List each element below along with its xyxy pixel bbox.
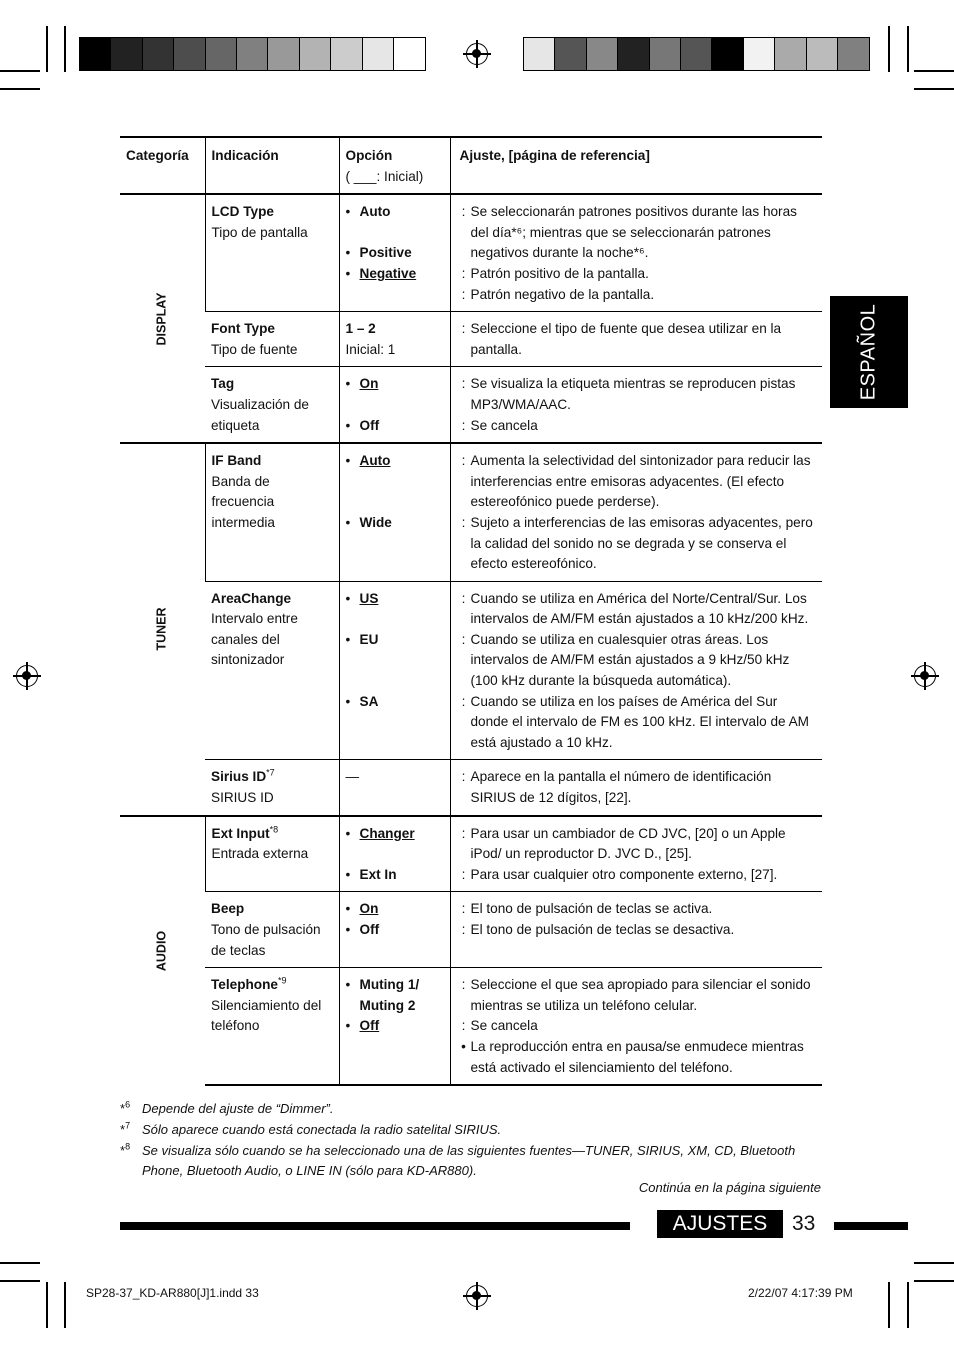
setting-text: Se cancela (470, 1018, 538, 1034)
footnote-text: Se visualiza sólo cuando se ha seleccionado una de las siguientes fuentes—TUNER, SIRIUS, XM, CD, Bluetooth Phone, Bluetooth Audio, o LINE IN (sólo para KD-AR880). (142, 1143, 796, 1178)
category-cell (120, 194, 205, 443)
colon-marker: : (461, 922, 466, 937)
print-date: 2/22/07 4:17:39 PM (748, 1286, 853, 1300)
item-description: Tipo de pantalla (211, 224, 308, 240)
color-swatch (300, 38, 331, 70)
header-category: Categoría (126, 148, 189, 163)
item-description: Banda de frecuencia intermedia (211, 473, 275, 530)
table-row (120, 760, 822, 816)
colon-marker: : (461, 631, 466, 647)
crop-mark (0, 1280, 40, 1282)
setting-cell (450, 581, 822, 760)
bullet-icon: • (345, 1018, 351, 1034)
setting-text: Cuando se utiliza en América del Norte/Central/Sur. Los intervalos de AM/FM están ajustados a 10 kHz/200 kHz. (470, 590, 809, 627)
option-value: Ext In (359, 866, 397, 882)
item-name-text: LCD Type (211, 204, 274, 220)
option-value: Negative (359, 265, 417, 281)
continue-note: Continúa en la página siguiente (638, 1180, 821, 1195)
item-name-text: Tag (211, 376, 235, 392)
table-row (120, 312, 822, 367)
color-swatch (712, 38, 743, 70)
setting-text: Seleccione el tipo de fuente que desea utilizar en la pantalla. (470, 321, 782, 357)
option-value: EU (359, 631, 379, 647)
item-name (211, 589, 334, 610)
registration-mark-icon (914, 665, 936, 687)
setting-text: Patrón positivo de la pantalla. (470, 265, 649, 281)
colon-marker: : (461, 514, 466, 530)
item-name-text: Font Type (211, 321, 275, 337)
bullet-icon: • (345, 825, 351, 841)
option-spacer (346, 223, 445, 244)
header-option (339, 137, 450, 194)
option-value: SA (359, 693, 379, 709)
setting-item (457, 1016, 818, 1037)
setting-cell (450, 312, 822, 367)
setting-cell (450, 194, 822, 311)
color-swatch (143, 38, 174, 70)
bullet-icon: • (345, 631, 351, 647)
option-item (346, 264, 445, 285)
option-range-note: Inicial: 1 (345, 341, 396, 357)
crop-mark (914, 70, 954, 72)
item-description: Tipo de fuente (211, 341, 298, 357)
crop-mark (46, 26, 48, 72)
setting-text: Se visualiza la etiqueta mientras se reproducen pistas MP3/WMA/AAC. (470, 376, 796, 412)
option-item (346, 451, 445, 472)
option-item (346, 824, 445, 845)
table-row (120, 892, 822, 968)
table-row (120, 816, 822, 892)
setting-text: Para usar cualquier otro componente externo, [27]. (470, 866, 778, 882)
crop-mark (0, 1262, 40, 1264)
option-value: Wide (359, 514, 392, 530)
setting-item (457, 824, 818, 865)
indication-cell (205, 194, 339, 311)
color-swatch (744, 38, 775, 70)
option-value: On (359, 376, 379, 392)
color-swatch (587, 38, 618, 70)
crop-mark (46, 1282, 48, 1328)
bullet-icon: • (345, 376, 351, 392)
crop-mark (888, 26, 890, 72)
setting-item (457, 451, 818, 513)
footnote-mark: *$^6$ (120, 1099, 131, 1116)
table-row (120, 367, 822, 443)
color-swatch (80, 38, 111, 70)
option-item (346, 630, 445, 651)
footnote (120, 1099, 822, 1119)
bullet-icon: • (345, 204, 351, 220)
indication-cell (205, 760, 339, 816)
colon-marker: : (461, 453, 466, 469)
option-value: Auto (359, 453, 391, 469)
item-name (211, 767, 334, 788)
item-name-text: Ext Input (211, 825, 270, 841)
option-value: Muting 1/ Muting 2 (359, 977, 420, 1013)
option-value: Off (359, 1018, 380, 1034)
indication-cell (205, 816, 339, 892)
item-name (211, 899, 334, 920)
setting-text: Se seleccionarán patrones positivos durante las horas del día*⁶; mientras que se seleccionarán patrones negativos durante la noche*⁶. (470, 204, 797, 261)
setting-text: Sujeto a interferencias de las emisoras adyacentes, pero la calidad del sonido no se degrada y se conserva el efecto estereofónico. (470, 514, 813, 572)
option-value: Changer (359, 825, 415, 841)
footnote-text: Depende del ajuste de “Dimmer”. (142, 1101, 334, 1116)
option-value: Positive (359, 245, 412, 261)
setting-text: Aparece en la pantalla el número de identificación SIRIUS de 12 dígitos, [22]. (470, 769, 772, 806)
item-description: Intervalo entre canales del sintonizador (211, 611, 298, 668)
option-value: Off (359, 417, 380, 433)
option-cell (339, 760, 450, 816)
table-row (120, 443, 822, 581)
colon-marker: : (461, 1018, 466, 1034)
item-description: Visualización de etiqueta (211, 396, 309, 433)
setting-text: Para usar un cambiador de CD JVC, [20] o un Apple iPod/ un reproductor D. JVC D., [25]. (470, 825, 786, 862)
colon-marker: : (461, 769, 466, 785)
setting-item (457, 767, 818, 808)
setting-text: La reproducción entra en pausa/se enmudece mientras está activado el silenciamiento del teléfono. (470, 1038, 804, 1075)
registration-mark-icon (466, 43, 488, 65)
item-name-text: IF Band (211, 453, 262, 469)
option-spacer (346, 650, 445, 671)
setting-item (457, 264, 818, 285)
color-swatch (206, 38, 237, 70)
option-spacer (346, 844, 445, 865)
option-spacer (346, 671, 445, 692)
header-indication: Indicación (205, 137, 339, 194)
color-swatch (174, 38, 205, 70)
settings-table (120, 136, 822, 1086)
bottom-rule (120, 1222, 630, 1230)
option-item (346, 692, 445, 713)
bullet-icon: • (345, 453, 351, 469)
bullet-icon: • (345, 590, 351, 606)
setting-item (457, 692, 818, 754)
color-swatch (650, 38, 681, 70)
setting-item (457, 285, 818, 306)
option-item (346, 865, 445, 886)
color-swatch (237, 38, 268, 70)
option-value: On (359, 901, 379, 917)
setting-text: Cuando se utiliza en los países de América del Sur donde el intervalo de FM es 100 kHz. El intervalo de AM está ajustado a 10 kHz. (470, 693, 810, 750)
footnote (120, 1141, 822, 1181)
item-name (212, 202, 334, 223)
header-setting: Ajuste, [página de referencia] (450, 137, 822, 194)
setting-item (457, 865, 818, 886)
option-cell (339, 968, 450, 1085)
option-cell (339, 312, 450, 367)
crop-mark (914, 88, 954, 90)
option-value: Off (359, 922, 380, 937)
crop-mark (0, 70, 40, 72)
color-swatch (807, 38, 838, 70)
color-swatch (681, 38, 712, 70)
setting-cell (450, 367, 822, 443)
item-description: Entrada externa (211, 846, 309, 862)
category-cell (120, 443, 205, 816)
item-name (211, 975, 334, 996)
language-tab (830, 296, 908, 408)
setting-text: El tono de pulsación de teclas se desactiva. (470, 922, 735, 937)
setting-text: Aumenta la selectividad del sintonizador para reducir las interferencias entre emisoras adyacentes. (El efecto estereofónico puede perderse). (470, 453, 811, 510)
setting-cell (450, 760, 822, 816)
page-number: 33 (792, 1212, 816, 1235)
option-cell (339, 816, 450, 892)
item-description: Tono de pulsación de teclas (211, 922, 321, 958)
option-spacer (346, 395, 445, 416)
bullet-icon: • (345, 866, 351, 882)
item-footnote-ref: *8 (269, 824, 279, 835)
item-description: Silenciamiento del teléfono (211, 997, 322, 1034)
bullet-icon: • (345, 245, 351, 261)
item-name-text: Beep (211, 901, 245, 917)
item-name (211, 374, 334, 395)
option-item (346, 1016, 445, 1037)
item-description: SIRIUS ID (211, 790, 274, 806)
setting-item (457, 319, 818, 360)
setting-text: Seleccione el que sea apropiado para silenciar el sonido mientras se utiliza un teléfono celular. (470, 977, 811, 1013)
color-swatch (618, 38, 649, 70)
item-name (212, 824, 334, 845)
color-swatch (363, 38, 394, 70)
colon-marker: : (461, 825, 466, 841)
setting-item (457, 1037, 818, 1078)
option-item (346, 920, 445, 941)
option-cell (339, 892, 450, 968)
colon-marker: : (461, 417, 466, 433)
table-header-row (120, 137, 822, 194)
setting-item (457, 513, 818, 575)
option-item (346, 975, 445, 1016)
option-spacer (346, 492, 445, 513)
bullet-icon: • (345, 977, 351, 993)
header-option-label: Opción (345, 148, 393, 163)
item-footnote-ref: *9 (277, 975, 287, 986)
indication-cell (205, 367, 339, 443)
category-cell (120, 816, 205, 1086)
category-label: AUDIO (154, 930, 169, 972)
colon-marker: : (461, 265, 466, 281)
option-item (346, 899, 445, 920)
color-swatch (838, 38, 869, 70)
bullet-icon: • (345, 514, 351, 530)
setting-text: Cuando se utiliza en cualesquier otras áreas. Los intervalos de AM/FM están ajustados a 9 kHz/50 kHz (100 kHz durante la búsqueda automática). (470, 631, 790, 689)
colon-marker: : (461, 977, 466, 993)
indication-cell (205, 581, 339, 760)
colon-marker: : (461, 204, 466, 220)
option-none: — (345, 769, 360, 785)
bullet-icon: • (345, 265, 351, 281)
section-label: AJUSTES (657, 1210, 783, 1238)
crop-mark (907, 1282, 909, 1328)
color-calibration-bar-right (523, 37, 870, 71)
setting-text: Patrón negativo de la pantalla. (470, 286, 655, 302)
option-value: US (359, 590, 379, 606)
item-footnote-ref: *7 (266, 767, 275, 778)
footnote-text: Sólo aparece cuando está conectada la radio satelital SIRIUS. (142, 1122, 502, 1137)
indication-cell (205, 312, 339, 367)
crop-mark (64, 1282, 66, 1328)
option-item (346, 374, 445, 395)
print-file-name: SP28-37_KD-AR880[J]1.indd 33 (86, 1286, 259, 1300)
option-spacer (346, 472, 445, 493)
option-range: 1 – 2 (345, 321, 376, 337)
option-cell (339, 194, 450, 311)
setting-item (457, 374, 818, 415)
crop-mark (0, 88, 40, 90)
colon-marker: : (461, 693, 466, 709)
setting-text: Se cancela (470, 417, 538, 433)
colon-marker: : (461, 286, 466, 302)
indication-cell (205, 443, 339, 581)
category-label: TUNER (154, 607, 169, 651)
color-swatch (268, 38, 299, 70)
setting-item (457, 899, 818, 920)
item-name (212, 451, 334, 472)
color-swatch (331, 38, 362, 70)
colon-marker: : (461, 321, 466, 337)
option-cell (339, 581, 450, 760)
colon-marker: : (461, 866, 466, 882)
color-calibration-bar-left (79, 37, 426, 71)
colon-marker: : (461, 901, 466, 917)
bullet-icon: • (461, 1038, 466, 1054)
color-swatch (775, 38, 806, 70)
setting-cell (450, 968, 822, 1085)
indication-cell (205, 968, 339, 1085)
bullet-icon: • (345, 417, 351, 433)
crop-mark (914, 1280, 954, 1282)
table-row (120, 194, 822, 311)
item-name-text: AreaChange (211, 590, 292, 606)
color-swatch (555, 38, 586, 70)
option-cell (339, 367, 450, 443)
colon-marker: : (461, 590, 466, 606)
option-item (346, 202, 445, 223)
setting-item (457, 975, 818, 1016)
category-label: DISPLAY (154, 292, 169, 346)
option-item (346, 513, 445, 534)
option-item (346, 243, 445, 264)
crop-mark (914, 1262, 954, 1264)
setting-item (457, 589, 818, 630)
bullet-icon: • (345, 922, 351, 937)
header-option-note: ( ___: Inicial) (345, 168, 424, 184)
item-name (211, 319, 334, 340)
setting-cell (450, 443, 822, 581)
language-tab-label: ESPAÑOL (857, 303, 880, 401)
registration-mark-icon (16, 665, 38, 687)
option-item (346, 589, 445, 610)
table-row (120, 968, 822, 1085)
footnote-mark: *$^7$ (120, 1120, 131, 1137)
crop-mark (64, 26, 66, 72)
crop-mark (907, 26, 909, 72)
option-spacer (346, 609, 445, 630)
setting-item (457, 630, 818, 692)
setting-item (457, 920, 818, 941)
colon-marker: : (461, 376, 466, 392)
option-value: Auto (359, 204, 391, 220)
bullet-icon: • (345, 901, 351, 917)
setting-cell (450, 892, 822, 968)
crop-mark (888, 1282, 890, 1328)
color-swatch (394, 38, 425, 70)
indication-cell (205, 892, 339, 968)
option-cell (339, 443, 450, 581)
option-item (346, 416, 445, 437)
bullet-icon: • (345, 693, 351, 709)
table-row (120, 581, 822, 760)
bottom-rule (834, 1222, 908, 1230)
setting-cell (450, 816, 822, 892)
footnote (120, 1120, 822, 1140)
setting-text: El tono de pulsación de teclas se activa. (470, 901, 713, 917)
setting-item (457, 416, 818, 437)
color-swatch (111, 38, 142, 70)
color-swatch (524, 38, 555, 70)
registration-mark-icon (466, 1285, 488, 1307)
setting-item (457, 202, 818, 264)
item-name-text: Telephone (211, 977, 278, 993)
footnote-mark: *$^8$ (120, 1141, 131, 1158)
item-name-text: Sirius ID (211, 769, 267, 785)
